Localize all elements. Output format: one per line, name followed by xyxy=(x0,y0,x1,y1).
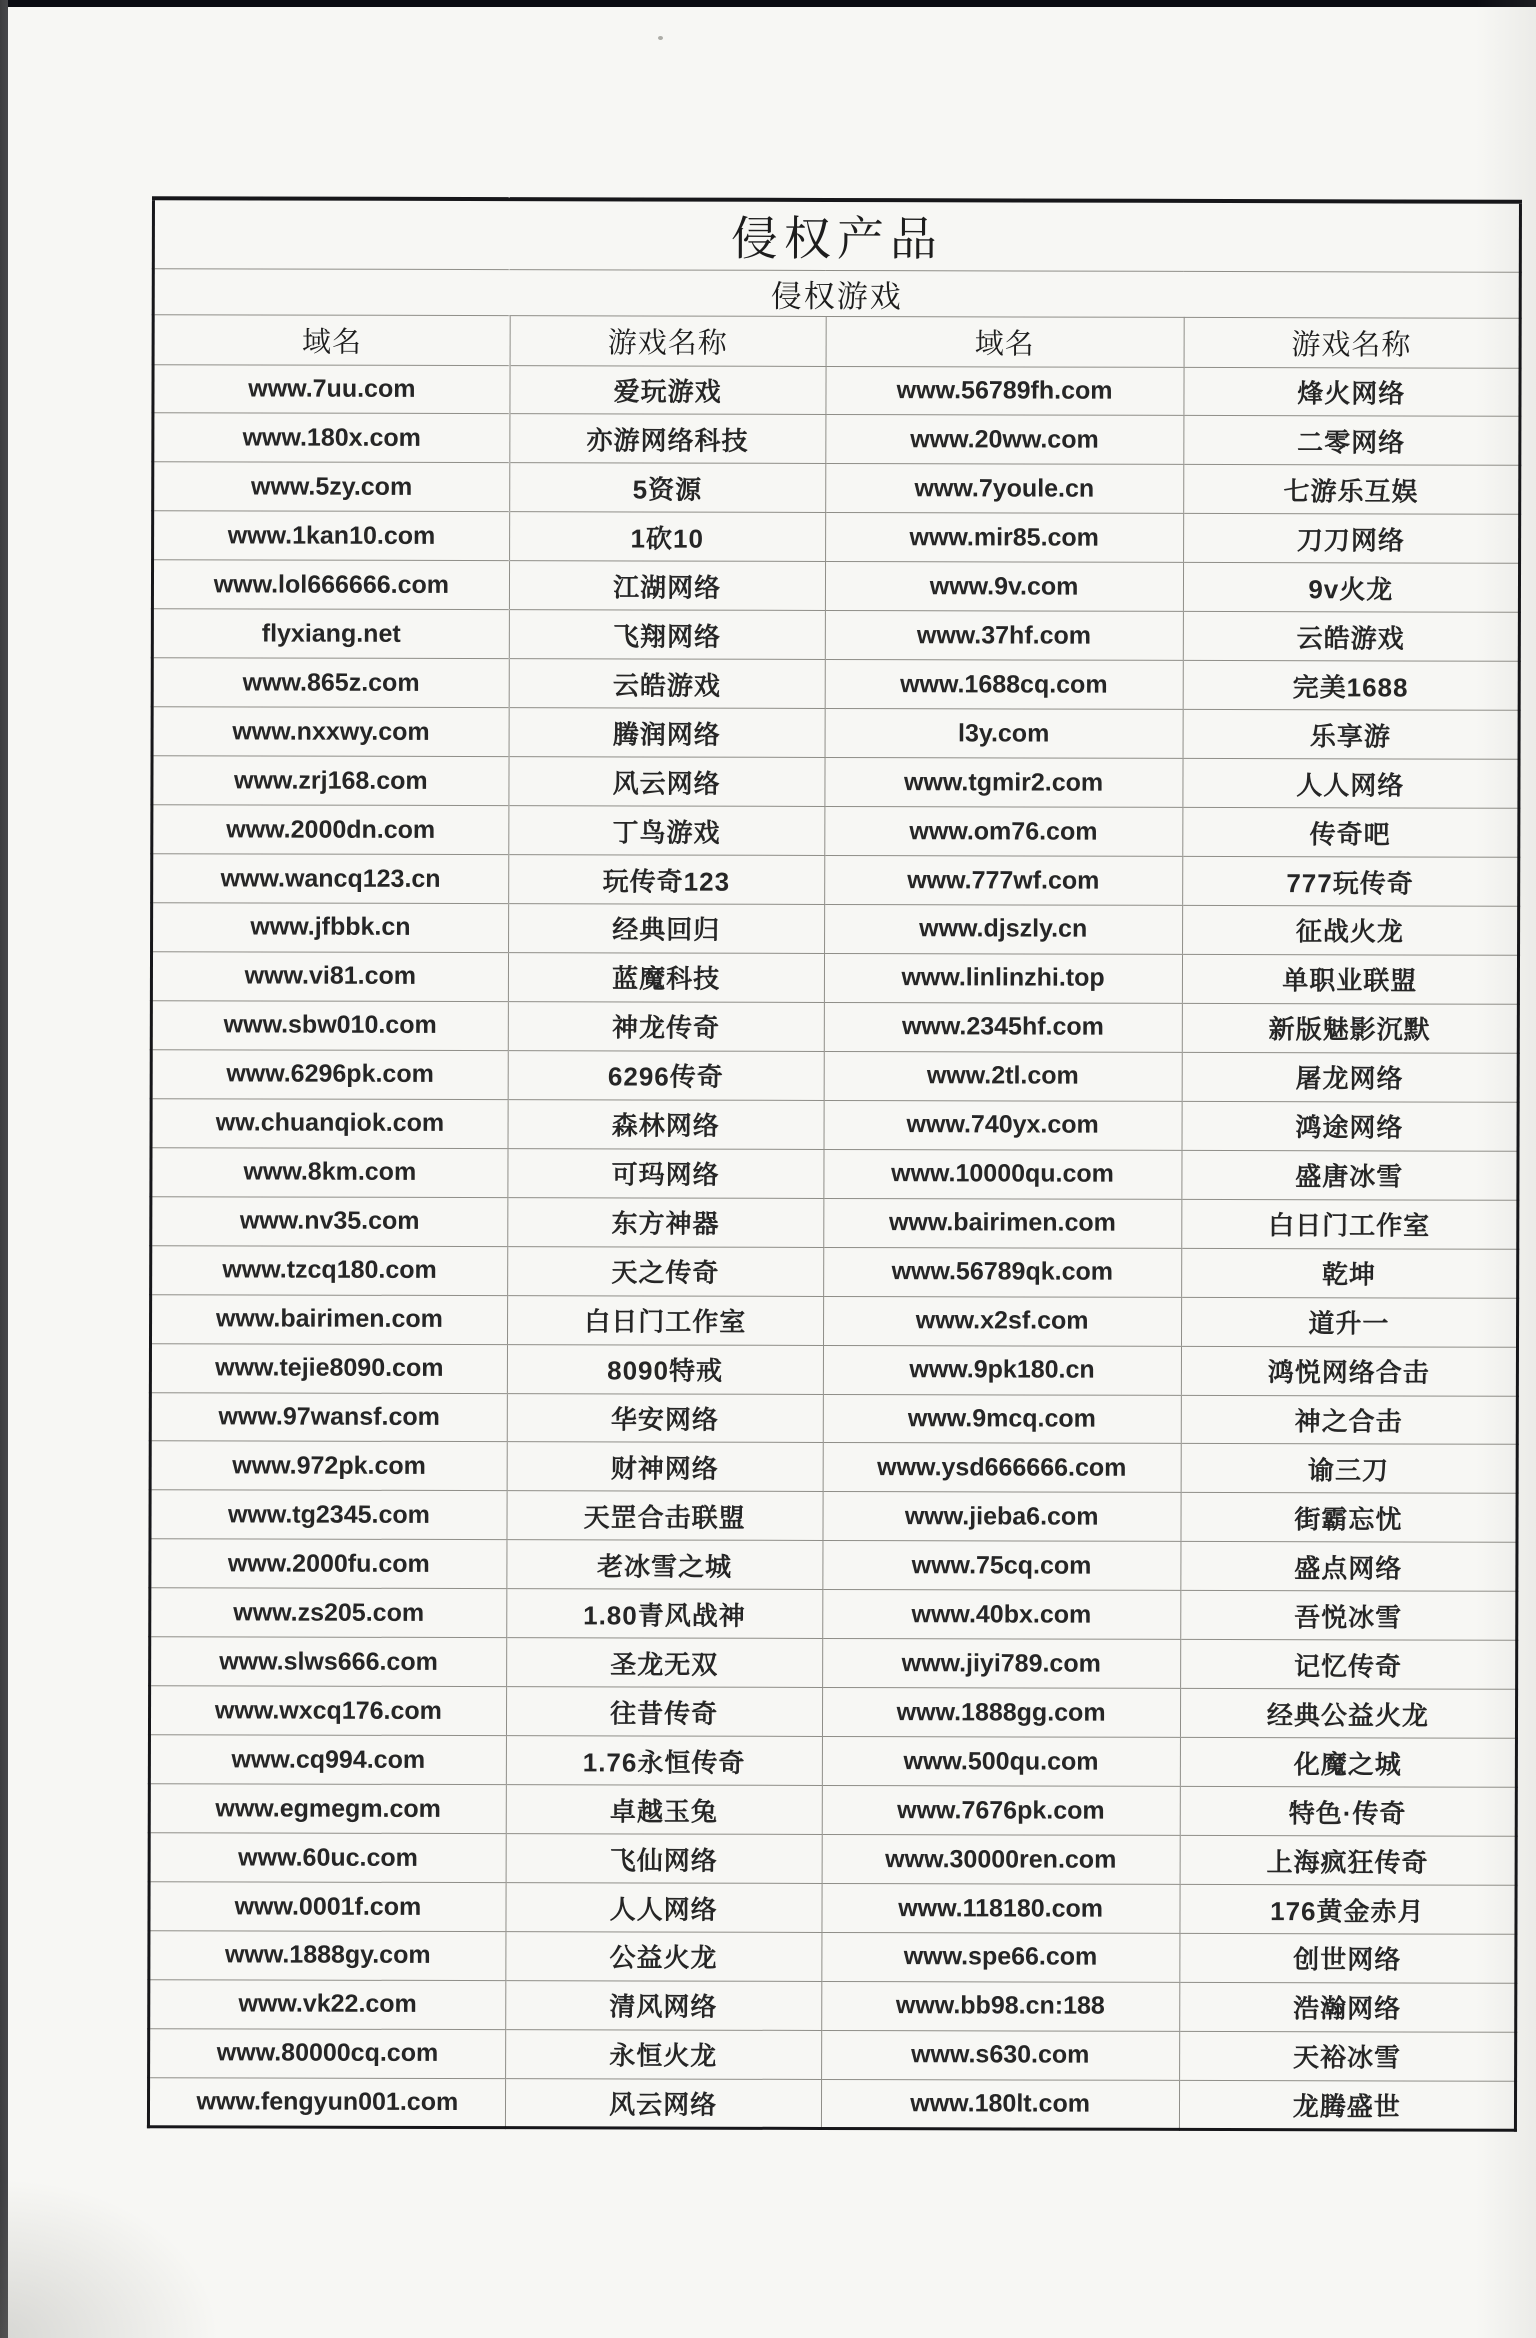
game-name-cell: 1.76永恒传奇 xyxy=(506,1736,822,1786)
table-row xyxy=(152,805,1519,858)
domain-cell: www.tejie8090.com xyxy=(150,1343,507,1393)
table-row xyxy=(150,1539,1517,1592)
game-name-cell: 刀刀网络 xyxy=(1183,514,1519,564)
game-name-cell: 清风网络 xyxy=(505,1981,821,2031)
domain-cell: www.linlinzhi.top xyxy=(824,953,1182,1003)
table-row xyxy=(152,854,1519,907)
domain-cell: www.2tl.com xyxy=(824,1051,1182,1101)
game-name-cell: 玩传奇123 xyxy=(508,855,824,905)
game-name-cell: 176黄金赤月 xyxy=(1180,1884,1516,1934)
domain-cell: www.jfbbk.cn xyxy=(152,903,509,953)
table-row xyxy=(153,413,1520,466)
table-row xyxy=(150,1588,1517,1641)
domain-cell: www.bairimen.com xyxy=(150,1294,507,1344)
game-name-cell: 化魔之城 xyxy=(1180,1738,1516,1788)
game-name-cell: 爱玩游戏 xyxy=(510,365,826,415)
table-row xyxy=(152,903,1519,956)
game-name-cell: 浩瀚网络 xyxy=(1179,1982,1515,2032)
domain-cell: www.865z.com xyxy=(152,658,509,708)
domain-cell: www.vk22.com xyxy=(149,1980,506,2030)
domain-cell: www.30000ren.com xyxy=(822,1835,1180,1885)
domain-cell: www.10000qu.com xyxy=(823,1149,1181,1199)
domain-cell: www.jiyi789.com xyxy=(822,1639,1180,1689)
game-name-cell: 经典公益火龙 xyxy=(1180,1689,1516,1739)
domain-cell: www.56789qk.com xyxy=(823,1247,1181,1297)
domain-cell: www.37hf.com xyxy=(825,611,1183,661)
domain-cell: www.500qu.com xyxy=(822,1737,1180,1787)
domain-cell: www.om76.com xyxy=(824,807,1182,857)
game-name-cell: 天裕冰雪 xyxy=(1179,2031,1515,2081)
game-name-cell: 白日门工作室 xyxy=(507,1295,823,1345)
game-name-cell: 云皓游戏 xyxy=(509,659,825,709)
game-name-cell: 烽火网络 xyxy=(1184,367,1520,417)
game-name-cell: 往昔传奇 xyxy=(506,1687,822,1737)
domain-cell: www.x2sf.com xyxy=(823,1296,1181,1346)
game-name-cell: 单职业联盟 xyxy=(1182,954,1518,1004)
domain-cell: www.75cq.com xyxy=(822,1541,1180,1591)
domain-cell: www.8km.com xyxy=(151,1147,508,1197)
table-row xyxy=(150,1343,1517,1396)
game-name-cell: 腾润网络 xyxy=(509,708,825,758)
game-name-cell: 老冰雪之城 xyxy=(507,1540,823,1590)
domain-cell: www.mir85.com xyxy=(825,513,1183,563)
domain-cell: www.9pk180.cn xyxy=(823,1345,1181,1395)
game-name-cell: 1砍10 xyxy=(509,512,825,562)
game-name-cell: 乐享游 xyxy=(1183,710,1519,760)
table-row xyxy=(149,1686,1516,1739)
domain-cell: www.1888gg.com xyxy=(822,1688,1180,1738)
domain-cell: www.fengyun001.com xyxy=(148,2078,505,2128)
domain-cell: www.7676pk.com xyxy=(822,1786,1180,1836)
table-row xyxy=(149,1833,1516,1886)
game-name-cell: 新版魅影沉默 xyxy=(1182,1003,1518,1053)
column-header-game-2: 游戏名称 xyxy=(1184,317,1520,368)
game-name-cell: 1.80青风战神 xyxy=(507,1589,823,1639)
domain-cell: www.97wansf.com xyxy=(150,1392,507,1442)
domain-cell: www.1888gy.com xyxy=(149,1931,506,1981)
game-name-cell: 华安网络 xyxy=(507,1393,823,1443)
domain-cell: www.6296pk.com xyxy=(151,1050,508,1100)
game-name-cell: 完美1688 xyxy=(1183,661,1519,711)
game-name-cell: 永恒火龙 xyxy=(505,2030,821,2080)
game-name-cell: 天之传奇 xyxy=(507,1246,823,1296)
table-row xyxy=(149,1784,1516,1837)
domain-cell: www.nv35.com xyxy=(151,1196,508,1246)
domain-cell: www.20ww.com xyxy=(825,415,1183,465)
game-name-cell: 天罡合击联盟 xyxy=(507,1491,823,1541)
game-name-cell: 经典回归 xyxy=(508,904,824,954)
table-row xyxy=(151,1099,1518,1152)
table-row xyxy=(153,511,1520,564)
infringement-table xyxy=(147,196,1522,2132)
game-name-cell: 蓝魔科技 xyxy=(508,953,824,1003)
domain-cell: www.7youle.cn xyxy=(825,464,1183,514)
table-title-row xyxy=(153,198,1520,272)
domain-cell: www.80000cq.com xyxy=(149,2029,506,2079)
scan-speck xyxy=(658,36,663,40)
game-name-cell: 神龙传奇 xyxy=(508,1002,824,1052)
table-row xyxy=(149,1735,1516,1788)
domain-cell: www.zrj168.com xyxy=(152,756,509,806)
domain-cell: www.nxxwy.com xyxy=(152,707,509,757)
game-name-cell: 飞翔网络 xyxy=(509,610,825,660)
game-name-cell: 飞仙网络 xyxy=(506,1834,822,1884)
game-name-cell: 777玩传奇 xyxy=(1182,856,1518,906)
game-name-cell: 上海疯狂传奇 xyxy=(1180,1835,1516,1885)
table-row xyxy=(150,1392,1517,1445)
game-name-cell: 9v火龙 xyxy=(1183,563,1519,613)
game-name-cell: 5资源 xyxy=(509,463,825,513)
domain-cell: www.cq994.com xyxy=(149,1735,506,1785)
game-name-cell: 风云网络 xyxy=(509,757,825,807)
table-row xyxy=(152,658,1519,711)
domain-cell: www.slws666.com xyxy=(150,1637,507,1687)
table-row xyxy=(150,1294,1517,1347)
domain-cell: www.lol666666.com xyxy=(152,560,509,610)
table-row xyxy=(150,1441,1517,1494)
domain-cell: www.40bx.com xyxy=(822,1590,1180,1640)
table-row xyxy=(151,1196,1518,1249)
table-row xyxy=(151,1050,1518,1103)
game-name-cell: 七游乐互娱 xyxy=(1183,465,1519,515)
domain-cell: www.s630.com xyxy=(821,2030,1179,2080)
game-name-cell: 森林网络 xyxy=(508,1099,824,1149)
game-name-cell: 创世网络 xyxy=(1180,1933,1516,1983)
domain-cell: www.2345hf.com xyxy=(824,1002,1182,1052)
domain-cell: www.740yx.com xyxy=(824,1100,1182,1150)
domain-cell: www.1688cq.com xyxy=(825,660,1183,710)
game-name-cell: 二零网络 xyxy=(1183,416,1519,466)
table-row xyxy=(149,1980,1516,2033)
page-title: 侵权产品 xyxy=(153,198,1520,272)
game-name-cell: 卓越玉兔 xyxy=(506,1785,822,1835)
domain-cell: www.180lt.com xyxy=(821,2079,1179,2129)
game-name-cell: 可玛网络 xyxy=(508,1148,824,1198)
game-name-cell: 江湖网络 xyxy=(509,561,825,611)
domain-cell: www.wxcq176.com xyxy=(149,1686,506,1736)
table-row xyxy=(148,2078,1515,2131)
table-row xyxy=(149,1882,1516,1935)
domain-cell: www.5zy.com xyxy=(153,462,510,512)
domain-cell: www.tg2345.com xyxy=(150,1490,507,1540)
domain-cell: www.vi81.com xyxy=(151,952,508,1002)
domain-cell: www.118180.com xyxy=(822,1884,1180,1934)
scan-left-edge xyxy=(0,0,8,2338)
column-header-row xyxy=(153,314,1520,368)
game-name-cell: 盛点网络 xyxy=(1181,1542,1517,1592)
domain-cell: www.ysd666666.com xyxy=(823,1443,1181,1493)
game-name-cell: 云皓游戏 xyxy=(1183,612,1519,662)
game-name-cell: 丁鸟游戏 xyxy=(509,806,825,856)
table-row xyxy=(151,952,1518,1005)
table-row xyxy=(149,1931,1516,1984)
domain-cell: www.1kan10.com xyxy=(153,511,510,561)
table-row xyxy=(151,1245,1518,1298)
table-row xyxy=(150,1637,1517,1690)
domain-cell: ww.chuanqiok.com xyxy=(151,1099,508,1149)
game-name-cell: 风云网络 xyxy=(505,2078,821,2128)
domain-cell: www.2000dn.com xyxy=(152,805,509,855)
domain-cell: www.spe66.com xyxy=(821,1932,1179,1982)
game-name-cell: 人人网络 xyxy=(506,1883,822,1933)
table-row xyxy=(152,707,1519,760)
game-name-cell: 谕三刀 xyxy=(1181,1444,1517,1494)
domain-cell: www.0001f.com xyxy=(149,1882,506,1932)
game-name-cell: 屠龙网络 xyxy=(1182,1052,1518,1102)
column-header-domain-2: 域名 xyxy=(826,316,1184,367)
table-row xyxy=(152,560,1519,613)
table-row xyxy=(150,1490,1517,1543)
game-name-cell: 鸿悦网络合击 xyxy=(1181,1346,1517,1396)
domain-cell: www.777wf.com xyxy=(824,856,1182,906)
game-name-cell: 8090特戒 xyxy=(507,1344,823,1394)
table-subtitle-row xyxy=(153,268,1520,318)
domain-cell: www.egmegm.com xyxy=(149,1784,506,1834)
scan-top-edge xyxy=(0,0,1536,7)
domain-cell: www.zs205.com xyxy=(150,1588,507,1638)
domain-cell: www.tzcq180.com xyxy=(151,1245,508,1295)
game-name-cell: 乾坤 xyxy=(1181,1248,1517,1298)
game-name-cell: 特色·传奇 xyxy=(1180,1787,1516,1837)
table-row xyxy=(153,462,1520,515)
table-row xyxy=(152,609,1519,662)
domain-cell: www.tgmir2.com xyxy=(824,758,1182,808)
game-name-cell: 传奇吧 xyxy=(1182,807,1518,857)
section-subtitle: 侵权游戏 xyxy=(153,268,1520,318)
table-row xyxy=(151,1001,1518,1054)
domain-cell: www.wancq123.cn xyxy=(152,854,509,904)
domain-cell: www.7uu.com xyxy=(153,364,510,414)
domain-cell: www.jieba6.com xyxy=(823,1492,1181,1542)
game-name-cell: 神之合击 xyxy=(1181,1395,1517,1445)
game-name-cell: 龙腾盛世 xyxy=(1179,2080,1515,2130)
domain-cell: www.9mcq.com xyxy=(823,1394,1181,1444)
domain-cell: www.972pk.com xyxy=(150,1441,507,1491)
game-name-cell: 记忆传奇 xyxy=(1180,1640,1516,1690)
domain-cell: www.sbw010.com xyxy=(151,1001,508,1051)
domain-cell: l3y.com xyxy=(825,709,1183,759)
game-name-cell: 人人网络 xyxy=(1183,759,1519,809)
domain-cell: www.9v.com xyxy=(825,562,1183,612)
domain-cell: www.180x.com xyxy=(153,413,510,463)
game-name-cell: 征战火龙 xyxy=(1182,905,1518,955)
game-name-cell: 吾悦冰雪 xyxy=(1180,1591,1516,1641)
game-name-cell: 公益火龙 xyxy=(506,1932,822,1982)
game-name-cell: 6296传奇 xyxy=(508,1050,824,1100)
table-body xyxy=(148,364,1520,2130)
domain-cell: www.60uc.com xyxy=(149,1833,506,1883)
domain-cell: www.bb98.cn:188 xyxy=(821,1981,1179,2031)
scan-corner-shadow xyxy=(0,2178,220,2338)
game-name-cell: 道升一 xyxy=(1181,1297,1517,1347)
domain-cell: flyxiang.net xyxy=(152,609,509,659)
table-row xyxy=(149,2029,1516,2082)
game-name-cell: 圣龙无双 xyxy=(506,1638,822,1688)
game-name-cell: 财神网络 xyxy=(507,1442,823,1492)
domain-cell: www.2000fu.com xyxy=(150,1539,507,1589)
table-row xyxy=(153,364,1520,417)
game-name-cell: 白日门工作室 xyxy=(1181,1199,1517,1249)
table-row xyxy=(152,756,1519,809)
domain-cell: www.djszly.cn xyxy=(824,904,1182,954)
game-name-cell: 鸿途网络 xyxy=(1182,1101,1518,1151)
game-name-cell: 东方神器 xyxy=(508,1197,824,1247)
game-name-cell: 街霸忘忧 xyxy=(1181,1493,1517,1543)
domain-cell: www.bairimen.com xyxy=(823,1198,1181,1248)
column-header-domain-1: 域名 xyxy=(153,314,510,365)
domain-cell: www.56789fh.com xyxy=(825,366,1183,416)
column-header-game-1: 游戏名称 xyxy=(510,315,826,366)
table-row xyxy=(151,1147,1518,1200)
infringing-products-table xyxy=(147,196,1522,2132)
game-name-cell: 盛唐冰雪 xyxy=(1182,1150,1518,1200)
game-name-cell: 亦游网络科技 xyxy=(510,414,826,464)
